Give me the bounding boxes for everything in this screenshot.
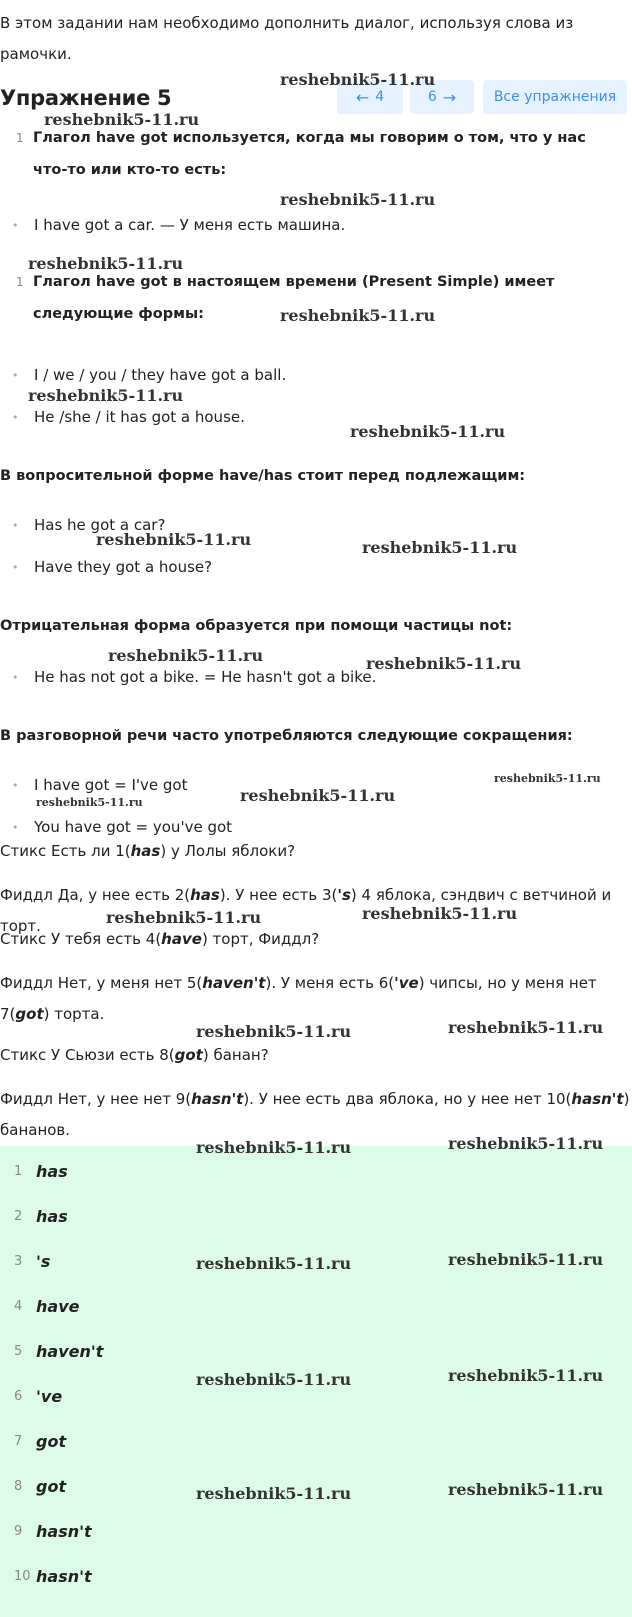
watermark: reshebnik5-11.ru — [106, 908, 262, 927]
watermark: reshebnik5-11.ru — [448, 1366, 604, 1385]
answer-row: 9 hasn't — [14, 1522, 92, 1541]
rule-1 — [16, 122, 616, 186]
watermark: reshebnik5-11.ru — [196, 1138, 352, 1157]
answer-row: 3 's — [14, 1252, 51, 1271]
list-item: • He /she / it has got a house. — [18, 408, 245, 426]
watermark: reshebnik5-11.ru — [36, 796, 143, 809]
rule-text: Глагол have got в настоящем времени (Present Simple) имеет следующие формы: — [33, 274, 555, 322]
all-exercises-button[interactable]: Все упражнения — [483, 80, 627, 114]
rule-number: 1 — [16, 131, 24, 145]
watermark: reshebnik5-11.ru — [108, 646, 264, 665]
answer-row: 5 haven't — [14, 1342, 104, 1361]
arrow-left-icon: ← — [355, 87, 370, 107]
watermark: reshebnik5-11.ru — [196, 1022, 352, 1041]
watermark: reshebnik5-11.ru — [366, 654, 522, 673]
watermark: reshebnik5-11.ru — [280, 70, 436, 89]
watermark: reshebnik5-11.ru — [448, 1250, 604, 1269]
section-heading: В вопросительной форме have/has стоит перед подлежащим: — [0, 468, 526, 484]
answer-row: 8 got — [14, 1477, 67, 1496]
watermark: reshebnik5-11.ru — [494, 772, 601, 785]
dialogue-line: Стикс У тебя есть 4(have) торт, Фиддл? — [0, 930, 320, 948]
watermark: reshebnik5-11.ru — [280, 306, 436, 325]
dialogue-line: Стикс Есть ли 1(has) у Лолы яблоки? — [0, 842, 296, 860]
list-item: • I have got a car. — У меня есть машина. — [18, 216, 345, 234]
watermark: reshebnik5-11.ru — [44, 110, 200, 129]
rule-text: Глагол have got используется, когда мы говорим о том, что у нас что-то или кто-то есть: — [33, 130, 586, 178]
answer-row: 4 have — [14, 1297, 80, 1316]
answer-row: 7 got — [14, 1432, 67, 1451]
watermark: reshebnik5-11.ru — [448, 1018, 604, 1037]
watermark: reshebnik5-11.ru — [196, 1484, 352, 1503]
list-item: • I / we / you / they have got a ball. — [18, 366, 286, 384]
section-heading: Отрицательная форма образуется при помощи частицы not: — [0, 618, 513, 634]
watermark: reshebnik5-11.ru — [196, 1370, 352, 1389]
arrow-right-icon: → — [442, 87, 457, 107]
dialogue-line: Фиддл Нет, у нее нет 9(hasn't). У нее есть два яблока, но у нее нет 10(hasn't) бананов. — [0, 1090, 630, 1139]
answer-row: 2 has — [14, 1207, 68, 1226]
list-item: • Has he got a car? — [18, 516, 165, 534]
watermark: reshebnik5-11.ru — [280, 190, 436, 209]
watermark: reshebnik5-11.ru — [28, 386, 184, 405]
dialogue-line: Фиддл Нет, у меня нет 5(haven't). У меня есть 6('ve) чипсы, но у меня нет 7(got) торта. — [0, 974, 597, 1023]
watermark: reshebnik5-11.ru — [448, 1480, 604, 1499]
answer-row: 6 've — [14, 1387, 63, 1406]
list-item: • You have got = you've got — [18, 818, 232, 836]
prev-exercise-label: 4 — [375, 89, 385, 105]
exercise-title: Упражнение 5 — [0, 86, 172, 110]
section-heading: В разговорной речи часто употребляются следующие сокращения: — [0, 728, 573, 744]
intro-text: В этом задании нам необходимо дополнить диалог, используя слова из рамочки. — [0, 14, 574, 63]
watermark: reshebnik5-11.ru — [350, 422, 506, 441]
dialogue-line: Фиддл Да, у нее есть 2(has). У нее есть 3('s) 4 яблока, сэндвич с ветчиной и торт. — [0, 886, 612, 935]
rule-number: 1 — [16, 275, 24, 289]
list-item: • I have got = I've got — [18, 776, 187, 794]
next-exercise-label: 6 — [427, 89, 437, 105]
watermark: reshebnik5-11.ru — [196, 1254, 352, 1273]
watermark: reshebnik5-11.ru — [362, 538, 518, 557]
answer-row: 1 has — [14, 1162, 68, 1181]
list-item: • He has not got a bike. = He hasn't got a bike. — [18, 668, 376, 686]
watermark: reshebnik5-11.ru — [448, 1134, 604, 1153]
watermark: reshebnik5-11.ru — [28, 254, 184, 273]
watermark: reshebnik5-11.ru — [96, 530, 252, 549]
dialogue-line: Стикс У Сьюзи есть 8(got) банан? — [0, 1046, 269, 1064]
watermark: reshebnik5-11.ru — [362, 904, 518, 923]
answer-row: 10 hasn't — [14, 1567, 92, 1586]
watermark: reshebnik5-11.ru — [240, 786, 396, 805]
list-item: • Have they got a house? — [18, 558, 212, 576]
